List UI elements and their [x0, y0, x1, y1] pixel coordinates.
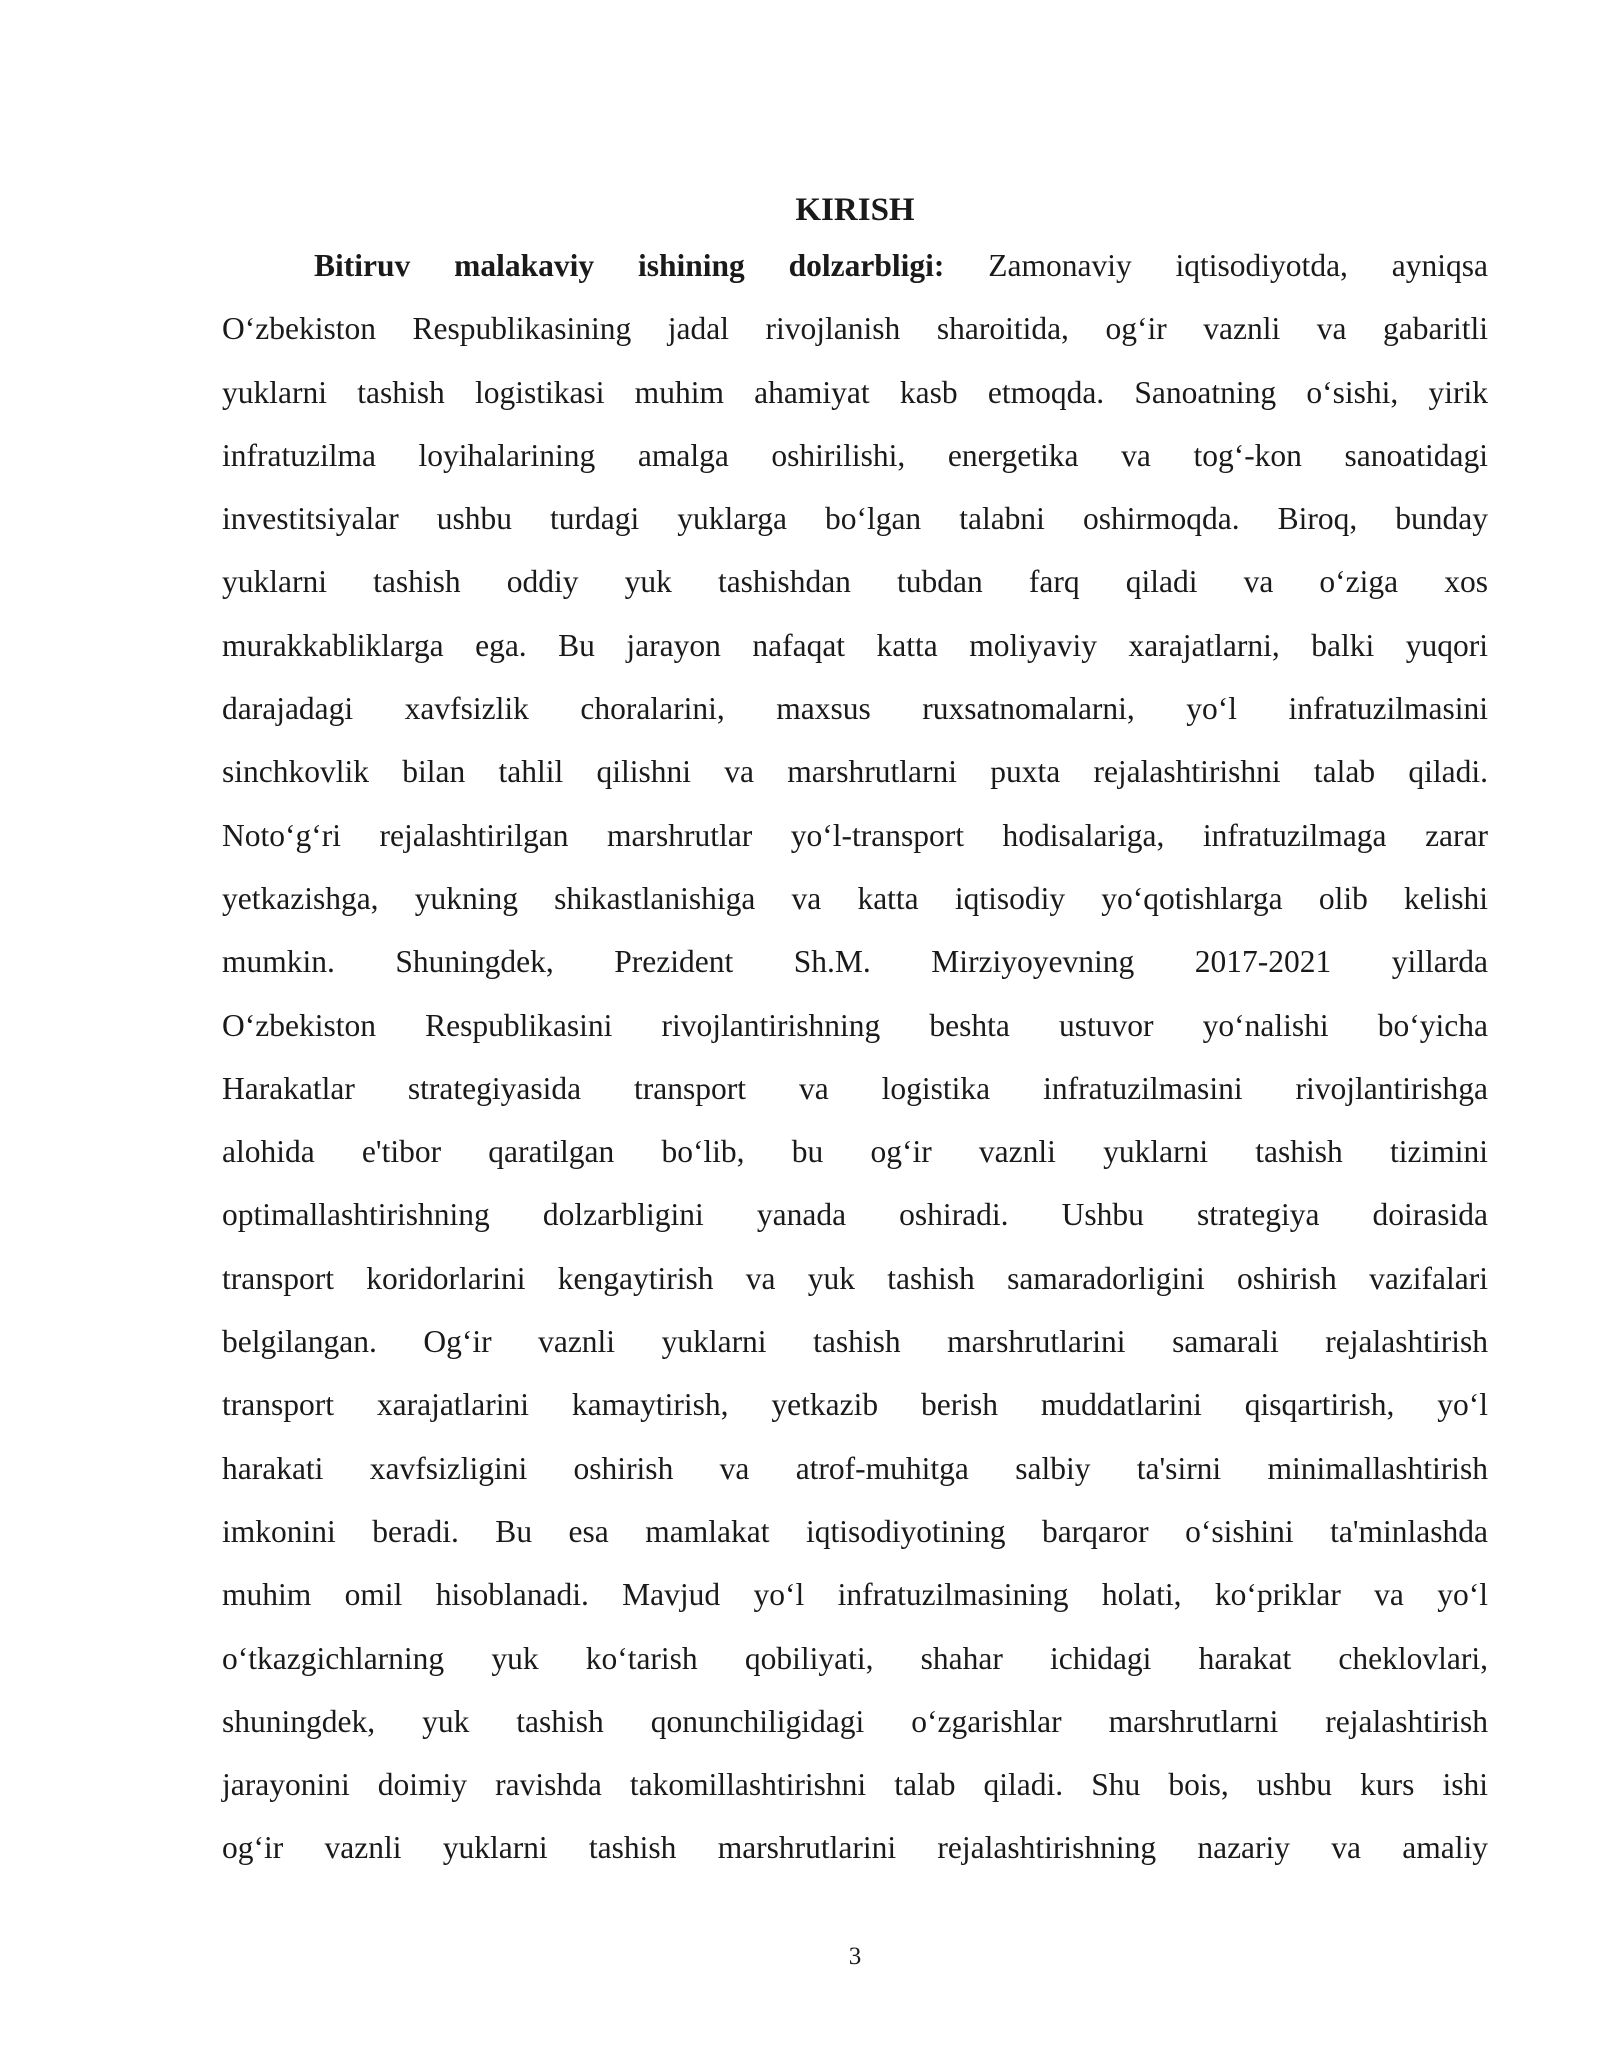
paragraph-line: O‘zbekiston Respublikasini rivojlantirishning beshta ustuvor yo‘nalishi bo‘yicha — [222, 1007, 1488, 1043]
paragraph-line: shuningdek, yuk tashish qonunchiligidagi o‘zgarishlar marshrutlarni rejalashtirish — [222, 1703, 1488, 1739]
page-number-container — [222, 1942, 1488, 1972]
paragraph-line: Harakatlar strategiyasida transport va logistika infratuzilmasini rivojlantirishga — [222, 1070, 1488, 1106]
paragraph-line: O‘zbekiston Respublikasining jadal rivojlanish sharoitida, og‘ir vaznli va gabaritli — [222, 311, 1488, 347]
paragraph-lead: Bitiruv malakaviy ishining dolzarbligi: — [314, 248, 945, 283]
paragraph-line: murakkabliklarga ega. Bu jarayon nafaqat katta moliyaviy xarajatlarni, balki yuqori — [222, 627, 1488, 663]
heading-container — [222, 190, 1488, 230]
paragraph-line: alohida e'tibor qaratilgan bo‘lib, bu og‘ir vaznli yuklarni tashish tizimini — [222, 1134, 1488, 1170]
paragraph-line: optimallashtirishning dolzarbligini yanada oshiradi. Ushbu strategiya doirasida — [222, 1197, 1488, 1233]
paragraph-line: darajadagi xavfsizlik choralarini, maxsus ruxsatnomalarni, yo‘l infratuzilmasini — [222, 691, 1488, 727]
paragraph-line: og‘ir vaznli yuklarni tashish marshrutlarini rejalashtirishning nazariy va amaliy — [222, 1830, 1488, 1866]
paragraph-line: harakati xavfsizligini oshirish va atrof-muhitga salbiy ta'sirni minimallashtirish — [222, 1450, 1488, 1486]
paragraph-line: yetkazishga, yukning shikastlanishiga va katta iqtisodiy yo‘qotishlarga olib kelishi — [222, 880, 1488, 916]
paragraph-line — [222, 234, 1488, 297]
body-paragraph — [222, 234, 1488, 1880]
paragraph-line: investitsiyalar ushbu turdagi yuklarga bo‘lgan talabni oshirmoqda. Biroq, bunday — [222, 501, 1488, 537]
paragraph-line: muhim omil hisoblanadi. Mavjud yo‘l infratuzilmasining holati, ko‘priklar va yo‘l — [222, 1577, 1488, 1613]
paragraph-line-text: Zamonaviy iqtisodiyotda, ayniqsa — [944, 248, 1488, 283]
paragraph-line: jarayonini doimiy ravishda takomillashtirishni talab qiladi. Shu bois, ushbu kurs ishi — [222, 1767, 1488, 1803]
paragraph-line: yuklarni tashish oddiy yuk tashishdan tubdan farq qiladi va o‘ziga xos — [222, 564, 1488, 600]
paragraph-line: belgilangan. Og‘ir vaznli yuklarni tashish marshrutlarini samarali rejalashtirish — [222, 1324, 1488, 1360]
page-number: 3 — [848, 1943, 862, 1970]
paragraph-line: mumkin. Shuningdek, Prezident Sh.M. Mirziyoyevning 2017-2021 yillarda — [222, 944, 1488, 980]
section-heading: KIRISH — [795, 192, 915, 228]
paragraph-line: o‘tkazgichlarning yuk ko‘tarish qobiliyati, shahar ichidagi harakat cheklovlari, — [222, 1640, 1488, 1676]
paragraph-line: Noto‘g‘ri rejalashtirilgan marshrutlar yo‘l-transport hodisalariga, infratuzilmaga zarar — [222, 817, 1488, 853]
paragraph-line: imkonini beradi. Bu esa mamlakat iqtisodiyotining barqaror o‘sishini ta'minlashda — [222, 1513, 1488, 1549]
paragraph-line: yuklarni tashish logistikasi muhim ahamiyat kasb etmoqda. Sanoatning o‘sishi, yirik — [222, 374, 1488, 410]
paragraph-line: transport koridorlarini kengaytirish va yuk tashish samaradorligini oshirish vazifalari — [222, 1260, 1488, 1296]
paragraph-line: sinchkovlik bilan tahlil qilishni va marshrutlarni puxta rejalashtirishni talab qiladi. — [222, 754, 1488, 790]
paragraph-line: transport xarajatlarini kamaytirish, yetkazib berish muddatlarini qisqartirish, yo‘l — [222, 1387, 1488, 1423]
paragraph-line: infratuzilma loyihalarining amalga oshirilishi, energetika va tog‘-kon sanoatidagi — [222, 437, 1488, 473]
